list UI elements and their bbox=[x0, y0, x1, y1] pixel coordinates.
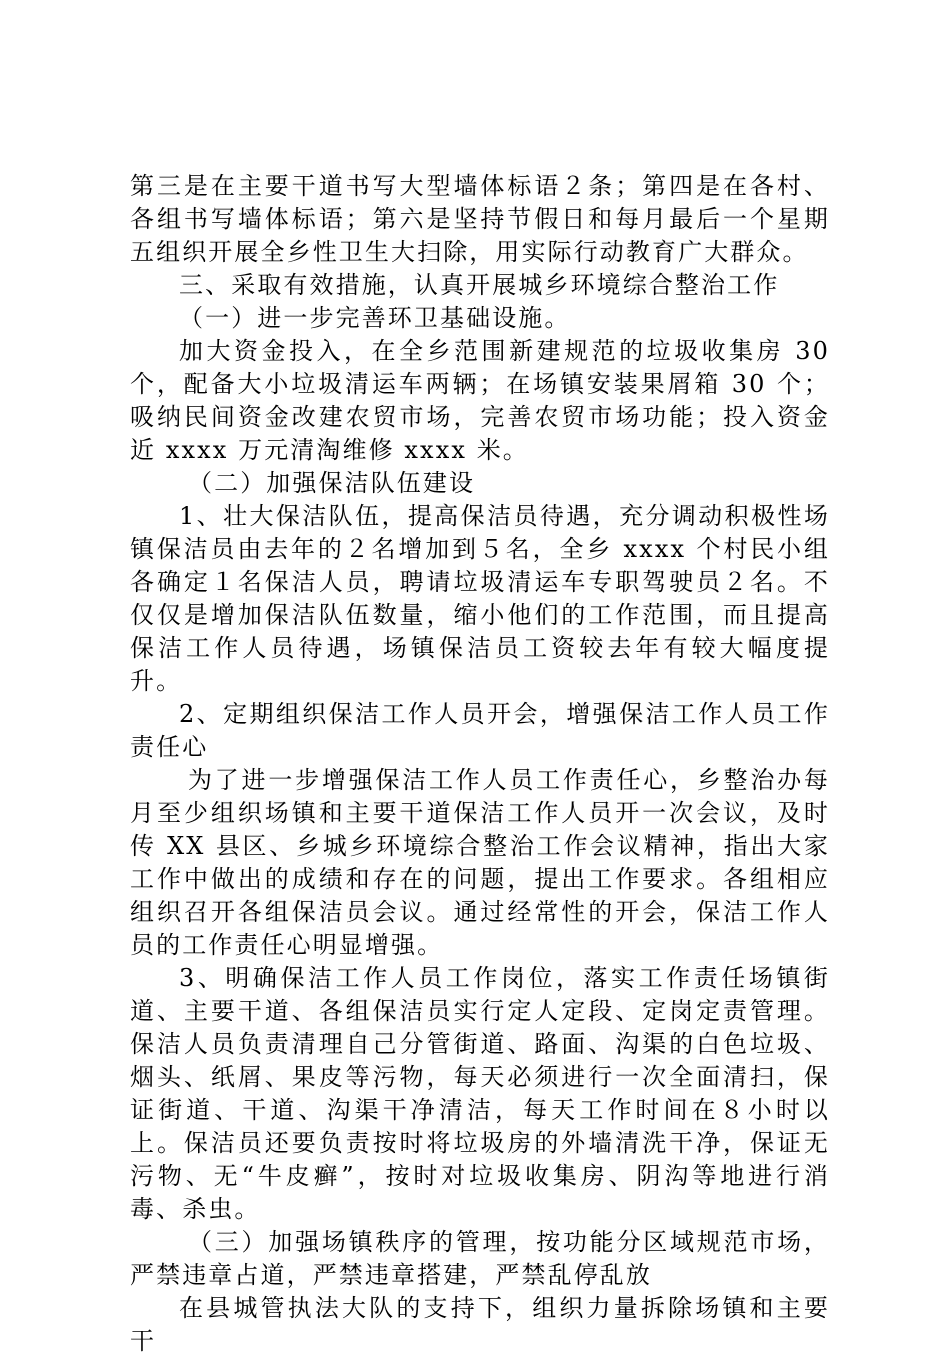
paragraph-meetings: 为了进一步增强保洁工作人员工作责任心，乡整治办每月至少组织场镇和主要干道保洁工作人员开一次会议，及时传 XX 县区、乡城乡环境综合整治工作会议精神，指出大家工作中做出的成绩和存在的问题，提出工作要求。各组相应组织召开各组保洁员会议。通过经常性的开会，保洁工作人员的工作责任心明显增强。 bbox=[130, 766, 830, 959]
subheading-3: （三）加强场镇秩序的管理，按功能分区域规范市场，严禁违章占道，严禁违章搭建，严禁乱停乱放 bbox=[130, 1228, 830, 1289]
paragraph-enforcement: 在县城管执法大队的支持下，组织力量拆除场镇和主要干 bbox=[130, 1294, 830, 1355]
paragraph-item-1: 1、壮大保洁队伍，提高保洁员待遇，充分调动积极性场镇保洁员由去年的２名增加到５名，全乡 xxxx 个村民小组各确定１名保洁人员，聘请垃圾清运车专职驾驶员２名。不仅仅是增加保洁队伍数量，缩小他们的工作范围，而且提高保洁工作人员待遇，场镇保洁员工资较去年有较大幅度提升。 bbox=[130, 502, 830, 695]
subheading-1: （一）进一步完善环卫基础设施。 bbox=[179, 304, 571, 332]
paragraph-item-2-heading: 2、定期组织保洁工作人员开会，增强保洁工作人员工作责任心 bbox=[130, 700, 830, 761]
paragraph-item-3: 3、明确保洁工作人员工作岗位，落实工作责任场镇街道、主要干道、各组保洁员实行定人定段、定岗定责管理。保洁人员负责清理自己分管街道、路面、沟渠的白色垃圾、烟头、纸屑、果皮等污物，每天必须进行一次全面清扫，保证街道、干道、沟渠干净清洁，每天工作时间在８小时以上。保洁员还要负责按时将垃圾房的外墙清洗干净，保证无污物、无“牛皮癣”，按时对垃圾收集房、阴沟等地进行消毒、杀虫。 bbox=[130, 964, 830, 1223]
document-body bbox=[130, 170, 830, 1358]
section-heading-3: 三、采取有效措施，认真开展城乡环境综合整治工作 bbox=[179, 271, 780, 299]
paragraph-continuation: 第三是在主要干道书写大型墙体标语２条；第四是在各村、各组书写墙体标语；第六是坚持节假日和每月最后一个星期五组织开展全乡性卫生大扫除，用实际行动教育广大群众。 bbox=[130, 172, 830, 266]
subheading-2: （二）加强保洁队伍建设 bbox=[188, 469, 476, 497]
paragraph-investment: 加大资金投入，在全乡范围新建规范的垃圾收集房 30 个，配备大小垃圾清运车两辆；在场镇安装果屑箱 30 个；吸纳民间资金改建农贸市场，完善农贸市场功能；投入资金近 xxxx 万元清淘维修 xxxx 米。 bbox=[130, 337, 830, 464]
